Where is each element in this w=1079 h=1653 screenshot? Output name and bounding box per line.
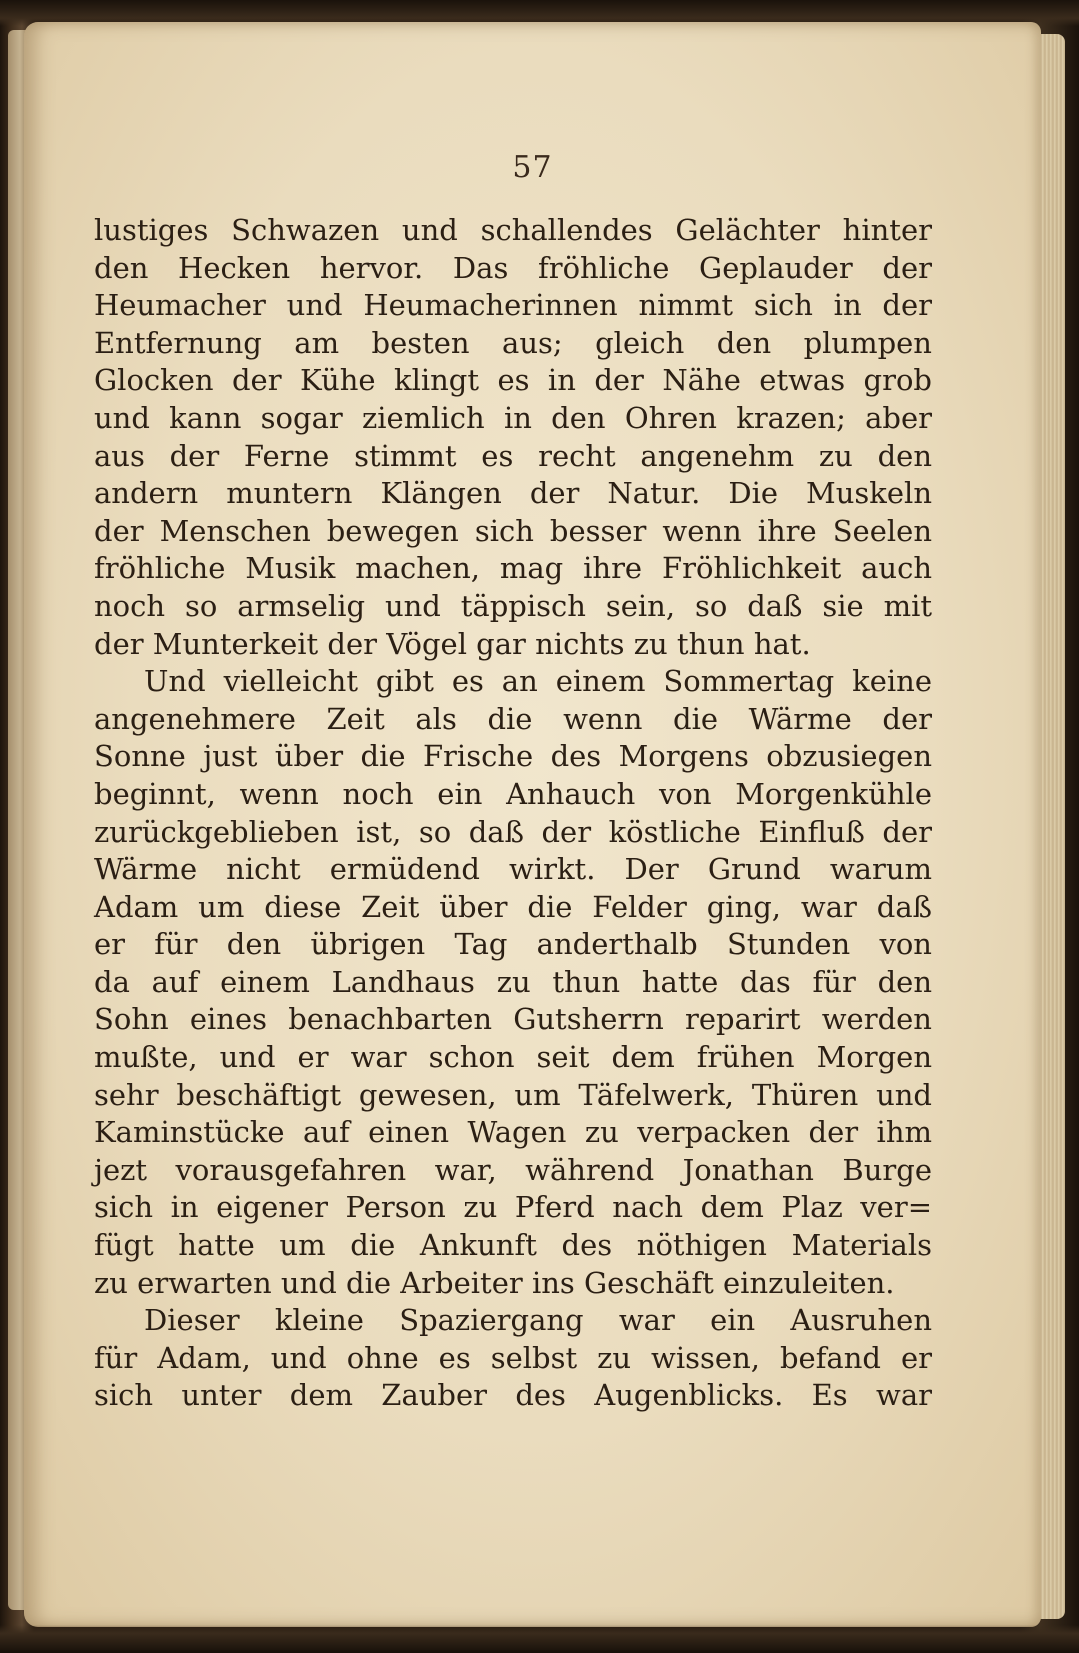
text-line: der Menschen bewegen sich besser wenn ihre Seelen bbox=[94, 513, 932, 548]
text-line: der Munterkeit der Vögel gar nichts zu thun hat. bbox=[94, 626, 811, 661]
text-line: Sohn eines benachbarten Gutsherrn reparirt werden bbox=[94, 1002, 932, 1037]
text-line: und kann sogar ziemlich in den Ohren krazen; aber bbox=[94, 400, 932, 435]
text-line: Und vielleicht gibt es an einem Sommertag keine bbox=[144, 664, 932, 699]
text-line: Adam um diese Zeit über die Felder ging, war daß bbox=[94, 889, 932, 924]
text-line: andern muntern Klängen der Natur. Die Muskeln bbox=[94, 476, 932, 511]
text-line: lustiges Schwazen und schallendes Gelächter hinter bbox=[94, 213, 932, 247]
book-page bbox=[24, 22, 1041, 1627]
text-line: fröhliche Musik machen, mag ihre Fröhlichkeit auch bbox=[94, 551, 932, 586]
text-line: Kaminstücke auf einen Wagen zu verpacken der ihm bbox=[94, 1115, 932, 1150]
text-line: da auf einem Landhaus zu thun hatte das für den bbox=[94, 964, 932, 999]
text-line: Wärme nicht ermüdend wirkt. Der Grund warum bbox=[94, 852, 932, 887]
page-number: 57 bbox=[512, 150, 553, 185]
text-line: Sonne just über die Frische des Morgens obzusiegen bbox=[94, 739, 932, 774]
bottom-binding-shadow bbox=[0, 1625, 1079, 1653]
text-line: Dieser kleine Spaziergang war ein Ausruhen bbox=[144, 1303, 932, 1338]
text-line: fügt hatte um die Ankunft des nöthigen Materials bbox=[94, 1228, 932, 1263]
text-line: zurückgeblieben ist, so daß der köstliche Einfluß der bbox=[94, 814, 932, 849]
text-line: aus der Ferne stimmt es recht angenehm zu den bbox=[94, 438, 932, 473]
text-line: beginnt, wenn noch ein Anhauch von Morgenkühle bbox=[94, 776, 932, 811]
right-page-stack bbox=[1039, 34, 1065, 1619]
text-line: sich in eigener Person zu Pferd nach dem Plaz ver= bbox=[94, 1190, 932, 1225]
text-line: mußte, und er war schon seit dem frühen Morgen bbox=[94, 1040, 932, 1075]
text-line: zu erwarten und die Arbeiter ins Geschäft einzuleiten. bbox=[94, 1265, 895, 1300]
text-line: sehr beschäftigt gewesen, um Täfelwerk, Thüren und bbox=[94, 1077, 932, 1112]
text-line: sich unter dem Zauber des Augenblicks. Es war bbox=[94, 1378, 932, 1413]
text-line: er für den übrigen Tag anderthalb Stunden von bbox=[94, 927, 932, 962]
text-line: noch so armselig und täppisch sein, so daß sie mit bbox=[94, 588, 932, 623]
text-line: Glocken der Kühe klingt es in der Nähe etwas grob bbox=[94, 363, 932, 398]
text-line: jezt vorausgefahren war, während Jonathan Burge bbox=[94, 1152, 932, 1187]
text-line: den Hecken hervor. Das fröhliche Geplauder der bbox=[94, 250, 932, 285]
text-line: Heumacher und Heumacherinnen nimmt sich in der bbox=[94, 288, 932, 323]
body-text bbox=[94, 212, 932, 1415]
text-line: angenehmere Zeit als die wenn die Wärme der bbox=[94, 701, 932, 736]
text-line: für Adam, und ohne es selbst zu wissen, befand er bbox=[94, 1340, 932, 1375]
text-line: Entfernung am besten aus; gleich den plumpen bbox=[94, 325, 932, 360]
